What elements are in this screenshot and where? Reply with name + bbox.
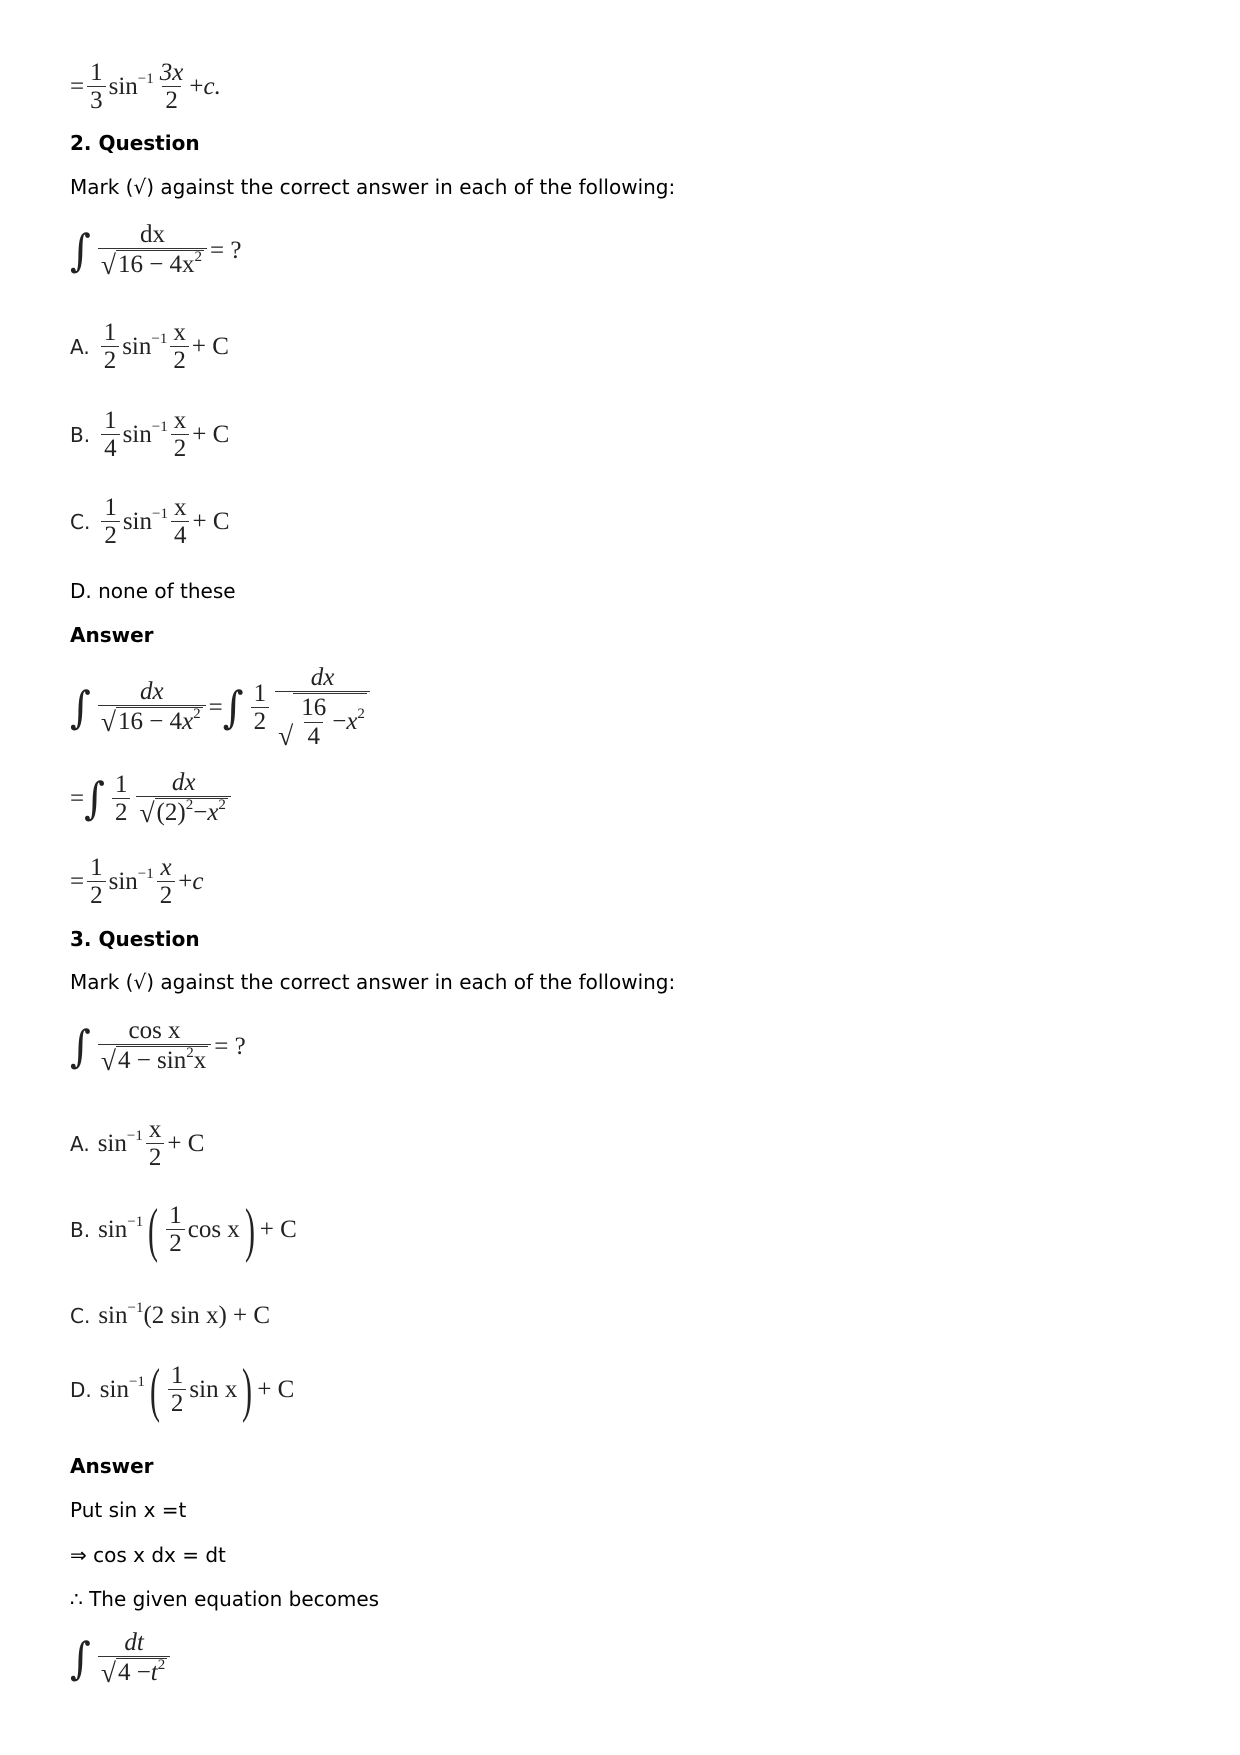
math-text: 3	[90, 87, 103, 115]
math-text: +	[189, 73, 204, 101]
math-text: −1	[127, 1214, 144, 1230]
option-formula	[98, 495, 229, 550]
q3-answer-final-integral	[70, 1630, 173, 1688]
q3-option-a	[70, 1117, 204, 1172]
math-text: (2)	[156, 799, 186, 827]
fraction	[98, 222, 207, 280]
denominator	[98, 248, 207, 280]
math-variable: 3x	[159, 59, 184, 86]
math-text: x	[173, 319, 186, 346]
fraction	[170, 320, 189, 375]
denominator	[171, 521, 190, 549]
math-variable: x	[182, 708, 194, 736]
superscript	[186, 1046, 194, 1062]
superscript	[357, 707, 365, 723]
denominator	[251, 707, 270, 735]
q2-option-d: D. none of these	[70, 579, 236, 603]
math-text: sin x	[189, 1376, 238, 1403]
numerator	[137, 679, 167, 705]
square-root	[101, 1046, 208, 1074]
math-text: sin	[122, 421, 152, 449]
integral-sign: ∫	[70, 1633, 91, 1685]
math-text: + C	[192, 508, 230, 536]
math-text: 4	[307, 722, 320, 750]
fraction	[101, 320, 120, 375]
math-text: 1	[253, 680, 267, 707]
math-text: 2	[253, 708, 267, 736]
denominator	[304, 722, 323, 750]
option-formula	[98, 1302, 270, 1330]
math-variable: dt	[124, 1629, 144, 1656]
fraction	[171, 408, 190, 463]
fraction	[166, 1203, 185, 1258]
fraction	[101, 408, 120, 463]
denominator	[87, 881, 106, 909]
math-text: 2	[114, 799, 128, 827]
math-text: 2	[194, 249, 203, 265]
math-text: −1	[152, 506, 168, 523]
question-3-instruction: Mark (√) against the correct answer in each of the following:	[70, 970, 676, 994]
math-text: −1	[127, 1300, 144, 1316]
radicand	[116, 250, 204, 278]
square-root	[100, 706, 203, 738]
superscript	[195, 250, 203, 266]
numerator	[166, 1203, 185, 1229]
fraction	[298, 695, 329, 750]
math-text: −1	[126, 1128, 143, 1145]
radicand	[116, 1046, 208, 1074]
math-text: sin	[99, 1376, 129, 1403]
option-label: D.	[70, 1378, 92, 1402]
fraction	[98, 1630, 170, 1688]
math-text: 2	[173, 347, 186, 375]
left-paren: (	[148, 1197, 159, 1263]
parenthesized	[165, 1363, 237, 1418]
numerator	[87, 60, 106, 86]
fraction	[275, 665, 370, 752]
radical-sign: √	[100, 706, 116, 738]
q3-option-b	[70, 1197, 297, 1263]
math-text: =	[208, 694, 223, 722]
option-formula	[98, 1117, 205, 1172]
radical-sign: √	[100, 1657, 116, 1688]
math-text: sin	[108, 868, 138, 896]
math-text: 4	[173, 522, 187, 550]
fraction	[87, 855, 106, 910]
math-text: 2	[104, 522, 117, 550]
math-text: = ?	[214, 1033, 246, 1061]
math-text: sin	[108, 73, 138, 101]
math-text: 4 −	[117, 1659, 151, 1687]
superscript	[138, 71, 154, 88]
math-text: −	[332, 708, 347, 736]
denominator	[146, 1143, 165, 1171]
q2-option-c	[70, 495, 230, 550]
left-paren: (	[149, 1357, 160, 1423]
option-label: C.	[70, 510, 91, 535]
math-variable: dx	[139, 678, 164, 706]
math-variable: dx	[171, 769, 196, 796]
math-text: =	[70, 868, 85, 896]
math-text: +	[178, 868, 193, 896]
numerator	[171, 408, 190, 434]
math-variable: dx	[310, 664, 335, 691]
math-text: + C	[257, 1376, 295, 1403]
superscript	[158, 1658, 166, 1674]
math-variable: x	[346, 708, 358, 736]
fraction	[251, 681, 270, 736]
denominator	[157, 881, 176, 909]
superscript	[151, 331, 167, 348]
denominator	[168, 1389, 187, 1417]
math-variable: x	[160, 854, 172, 881]
numerator	[308, 665, 338, 691]
math-text: x	[193, 1047, 207, 1075]
denominator	[98, 705, 206, 737]
denominator	[101, 434, 120, 462]
integral-sign: ∫	[84, 773, 105, 825]
denominator	[170, 346, 189, 374]
denominator	[112, 798, 131, 826]
math-text: sin	[98, 1216, 128, 1243]
q2-answer-heading: Answer	[70, 623, 154, 647]
q3-option-c	[70, 1302, 270, 1330]
numerator	[137, 222, 168, 248]
denominator	[166, 1229, 185, 1257]
square-root	[139, 798, 227, 826]
numerator	[170, 320, 189, 346]
question-2-problem	[70, 222, 242, 280]
math-text: dx	[139, 221, 165, 248]
math-text: 2	[148, 1144, 162, 1172]
math-text: + C	[191, 333, 229, 361]
math-variable: c	[192, 868, 204, 896]
option-label: A.	[70, 1132, 90, 1157]
superscript	[127, 1128, 143, 1145]
option-formula	[98, 1197, 297, 1263]
integral-sign: ∫	[70, 1021, 91, 1073]
math-text: 2	[185, 797, 194, 813]
numerator	[112, 772, 131, 798]
math-text: x	[148, 1116, 162, 1143]
numerator	[171, 495, 190, 521]
math-text: =	[70, 785, 85, 813]
radical-sign: √	[278, 720, 294, 752]
superscript	[152, 506, 168, 523]
math-text: 1	[90, 854, 103, 881]
option-formula	[98, 320, 229, 375]
numerator	[298, 695, 329, 721]
math-text: 2	[186, 1045, 194, 1061]
radicand	[116, 1658, 167, 1686]
superscript	[152, 419, 168, 436]
fraction	[171, 495, 190, 550]
numerator	[251, 681, 270, 707]
math-text: 16 − 4	[117, 708, 183, 736]
q3-answer-line-3: ∴ The given equation becomes	[70, 1587, 380, 1611]
math-text: 1	[104, 494, 117, 521]
denominator	[162, 86, 181, 114]
math-text: 2	[170, 1390, 184, 1417]
superscript	[186, 798, 194, 814]
fraction	[101, 495, 120, 550]
fraction	[112, 772, 131, 827]
option-label: A.	[70, 335, 90, 360]
math-text: 2	[357, 706, 365, 723]
option-label: B.	[70, 1218, 91, 1242]
numerator	[101, 320, 120, 346]
numerator	[125, 1018, 183, 1044]
math-text: + C	[259, 1216, 297, 1243]
option-formula	[99, 1357, 295, 1423]
right-paren: )	[242, 1357, 253, 1423]
q2-option-a	[70, 320, 229, 375]
integral-sign: ∫	[70, 682, 91, 734]
numerator	[157, 855, 174, 881]
denominator	[171, 434, 190, 462]
math-text: 2	[103, 347, 117, 375]
radical-sign: √	[100, 249, 116, 280]
integral-sign: ∫	[70, 225, 91, 277]
radical-sign: √	[139, 797, 155, 828]
superscript	[193, 707, 201, 723]
fraction	[157, 855, 176, 910]
denominator	[101, 346, 120, 374]
denominator	[87, 86, 106, 114]
math-text: 2	[173, 435, 187, 463]
q2-answer-step-2	[70, 770, 234, 828]
superscript	[129, 1374, 145, 1391]
math-text: x	[173, 494, 187, 521]
denominator	[136, 796, 230, 828]
math-text: sin	[122, 508, 153, 536]
math-text: sin	[97, 1130, 127, 1158]
radicand	[293, 693, 367, 750]
math-variable: t	[150, 1659, 158, 1687]
fraction	[98, 1018, 211, 1076]
math-text: =	[70, 73, 85, 101]
denominator	[101, 521, 120, 549]
option-label: C.	[70, 1304, 91, 1328]
fraction	[98, 679, 206, 737]
math-text: 1	[103, 319, 117, 346]
question-3-title: 3. Question	[70, 927, 200, 951]
radical-sign: √	[100, 1045, 116, 1076]
q3-option-d	[70, 1357, 295, 1423]
square-root	[101, 250, 204, 278]
numerator	[121, 1630, 146, 1656]
math-text: 1	[170, 1361, 184, 1389]
fraction	[146, 1117, 165, 1172]
math-text: 2	[159, 882, 173, 910]
integral-sign: ∫	[222, 682, 244, 734]
math-variable: x	[207, 799, 219, 827]
math-text: 1	[169, 1201, 182, 1229]
numerator	[101, 408, 120, 434]
denominator	[275, 691, 370, 751]
math-text: = ?	[210, 237, 242, 265]
math-text: −1	[151, 419, 168, 436]
parenthesized	[163, 1203, 240, 1258]
superscript	[127, 1214, 143, 1231]
fraction	[168, 1363, 187, 1418]
numerator	[157, 60, 187, 86]
superscript	[138, 866, 154, 883]
math-text: 1	[90, 59, 103, 86]
math-text: 4 − sin	[117, 1047, 187, 1075]
numerator	[101, 495, 120, 521]
math-text: x	[173, 407, 187, 434]
q2-answer-step-1	[70, 665, 373, 752]
math-text: cos x	[187, 1216, 240, 1243]
fraction	[136, 770, 230, 828]
math-variable: c.	[203, 73, 221, 101]
previous-result-formula	[70, 60, 221, 115]
math-text: 2	[218, 797, 226, 813]
math-text: −	[193, 799, 208, 827]
math-text: (2 sin x) + C	[143, 1302, 271, 1329]
math-text: 2	[193, 706, 201, 723]
option-formula	[98, 408, 229, 463]
option-label: B.	[70, 423, 91, 448]
q3-answer-line-1: Put sin x =t	[70, 1498, 187, 1522]
superscript	[128, 1300, 144, 1317]
math-text: + C	[192, 421, 230, 449]
question-3-problem	[70, 1018, 246, 1076]
question-2-title: 2. Question	[70, 131, 200, 155]
denominator	[98, 1656, 170, 1688]
q3-answer-line-2: ⇒ cos x dx = dt	[70, 1543, 226, 1567]
math-text: 2	[169, 1230, 182, 1257]
q2-answer-step-3	[70, 855, 203, 910]
right-paren: )	[244, 1197, 255, 1263]
math-text: 2	[165, 87, 178, 115]
math-text: 16 − 4x	[117, 251, 195, 279]
math-text: −1	[137, 866, 154, 883]
numerator	[168, 1363, 187, 1389]
numerator	[146, 1117, 165, 1143]
math-text: sin	[122, 333, 152, 361]
math-text: 4	[104, 435, 117, 463]
math-text: −1	[128, 1374, 145, 1390]
fraction	[157, 60, 187, 115]
math-text: 2	[90, 882, 103, 910]
radicand	[155, 798, 228, 826]
square-root	[101, 1658, 167, 1686]
math-text: + C	[167, 1130, 205, 1158]
fraction	[87, 60, 106, 115]
math-text: sin	[98, 1302, 128, 1329]
math-text: 1	[114, 770, 128, 798]
q2-option-b	[70, 408, 229, 463]
math-text: −1	[151, 331, 168, 348]
math-text: 16	[301, 694, 327, 722]
numerator	[87, 855, 106, 881]
math-text: cos x	[128, 1017, 181, 1044]
math-text: 1	[104, 407, 117, 434]
superscript	[218, 798, 226, 814]
math-text: −1	[137, 71, 154, 88]
q3-answer-heading: Answer	[70, 1454, 154, 1478]
numerator	[169, 770, 199, 796]
math-text: 2	[157, 1657, 166, 1673]
denominator	[98, 1044, 211, 1076]
square-root	[278, 693, 367, 750]
question-2-instruction: Mark (√) against the correct answer in each of the following:	[70, 175, 676, 199]
radicand	[116, 707, 203, 735]
